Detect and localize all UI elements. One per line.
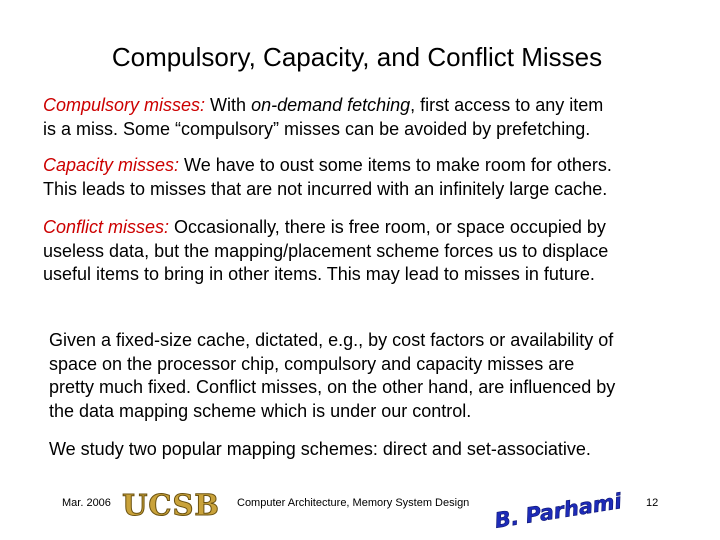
p4-line-4: the data mapping scheme which is under our control. bbox=[49, 400, 472, 421]
p3-line-2: useless data, but the mapping/placement scheme forces us to displace bbox=[43, 240, 609, 261]
p4-line-2: space on the processor chip, compulsory and capacity misses are bbox=[49, 353, 575, 374]
p1-text-a: With bbox=[205, 95, 252, 115]
capacity-misses-paragraph bbox=[43, 154, 612, 201]
p2-text-a: We have to oust some items to make room for others. bbox=[179, 155, 612, 175]
p2-line-2: This leads to misses that are not incurred with an infinitely large cache. bbox=[43, 178, 608, 199]
p3-line-3: useful items to bring in other items. This may lead to misses in future. bbox=[43, 264, 595, 284]
fixed-cache-paragraph bbox=[49, 329, 615, 423]
p1-text-b: , first access to any item bbox=[410, 95, 604, 115]
ucsb-logo bbox=[122, 484, 220, 524]
p3-text-a: Occasionally, there is free room, or space occupied by bbox=[169, 217, 606, 237]
p1-line-2: is a miss. Some “compulsory” misses can be avoided by prefetching. bbox=[43, 118, 591, 139]
mapping-schemes-paragraph: We study two popular mapping schemes: direct and set-associative. bbox=[49, 439, 591, 459]
footer-date: Mar. 2006 bbox=[62, 497, 111, 509]
author-signature-logo bbox=[493, 484, 624, 533]
signature-text: B. Parhami bbox=[493, 489, 624, 533]
compulsory-misses-paragraph bbox=[43, 94, 603, 141]
p4-line-1: Given a fixed-size cache, dictated, e.g., by cost factors or availability of bbox=[49, 330, 614, 350]
conflict-misses-paragraph bbox=[43, 216, 608, 287]
page-number: 12 bbox=[646, 497, 659, 509]
capacity-misses-term: Capacity misses: bbox=[43, 155, 180, 175]
footer-course-title: Computer Architecture, Memory System Design bbox=[237, 497, 470, 509]
slide-title: Compulsory, Capacity, and Conflict Misses bbox=[111, 42, 603, 72]
on-demand-fetching-emphasis: on-demand fetching bbox=[251, 95, 411, 115]
ucsb-logo-text: UCSB bbox=[122, 488, 220, 522]
compulsory-misses-term: Compulsory misses: bbox=[43, 95, 206, 115]
conflict-misses-term: Conflict misses: bbox=[43, 217, 170, 237]
p4-line-3: pretty much fixed. Conflict misses, on the other hand, are influenced by bbox=[49, 377, 616, 397]
